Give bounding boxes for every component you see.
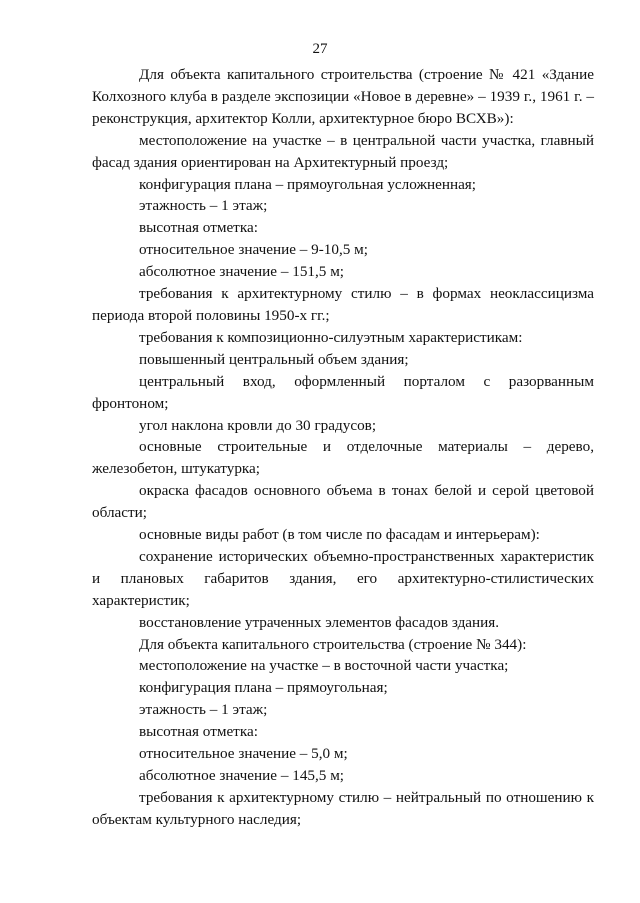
paragraph: абсолютное значение – 145,5 м; [139,767,345,784]
paragraph: Для объекта капитального строительства (строение № 344): [139,635,527,653]
paragraph: сохранение исторических объемно-пространственных характеристик и плановых габаритов здания, его архитектурно-стилистических характеристик; [92,547,594,609]
paragraph: Для объекта капитального строительства (строение № 421 «Здание Колхозного клуба в разделе экспозиции «Новое в деревне» – 1939 г., 1961 г. – реконструкция, архитектор Колли, архитектурное бюро ВСХВ»): [92,66,594,127]
paragraph: относительное значение – 5,0 м; [139,745,348,763]
paragraph: этажность – 1 этаж; [139,701,268,719]
paragraph: конфигурация плана – прямоугольная усложненная; [139,175,477,193]
page-number: 27 [312,41,328,57]
paragraph: требования к композиционно-силуэтным характеристикам: [139,328,523,346]
paragraph: угол наклона кровли до 30 градусов; [139,416,377,434]
paragraph: восстановление утраченных элементов фасадов здания. [139,613,500,631]
paragraph: требования к архитектурному стилю – в формах неоклассицизма периода второй половины 1950-х гг.; [92,285,594,324]
paragraph: высотная отметка: [139,219,258,237]
paragraph: относительное значение – 9-10,5 м; [139,241,369,259]
paragraph: окраска фасадов основного объема в тонах белой и серой цветовой области; [92,482,594,522]
paragraph: требования к архитектурному стилю – нейтральный по отношению к объектам культурного наследия; [92,788,594,828]
paragraph: местоположение на участке – в центральной части участка, главный фасад здания ориентирован на Архитектурный проезд; [92,131,594,171]
document-body [92,64,594,831]
paragraph: местоположение на участке – в восточной части участка; [139,657,509,675]
paragraph: основные виды работ (в том числе по фасадам и интерьерам): [139,526,540,544]
paragraph: абсолютное значение – 151,5 м; [139,263,345,281]
paragraph: повышенный центральный объем здания; [139,350,409,368]
paragraph: этажность – 1 этаж; [139,197,268,215]
paragraph: высотная отметка: [139,723,258,741]
paragraph: конфигурация плана – прямоугольная; [139,679,388,697]
paragraph: центральный вход, оформленный порталом с разорванным фронтоном; [92,372,594,412]
paragraph: основные строительные и отделочные материалы – дерево, железобетон, штукатурка; [92,438,594,478]
